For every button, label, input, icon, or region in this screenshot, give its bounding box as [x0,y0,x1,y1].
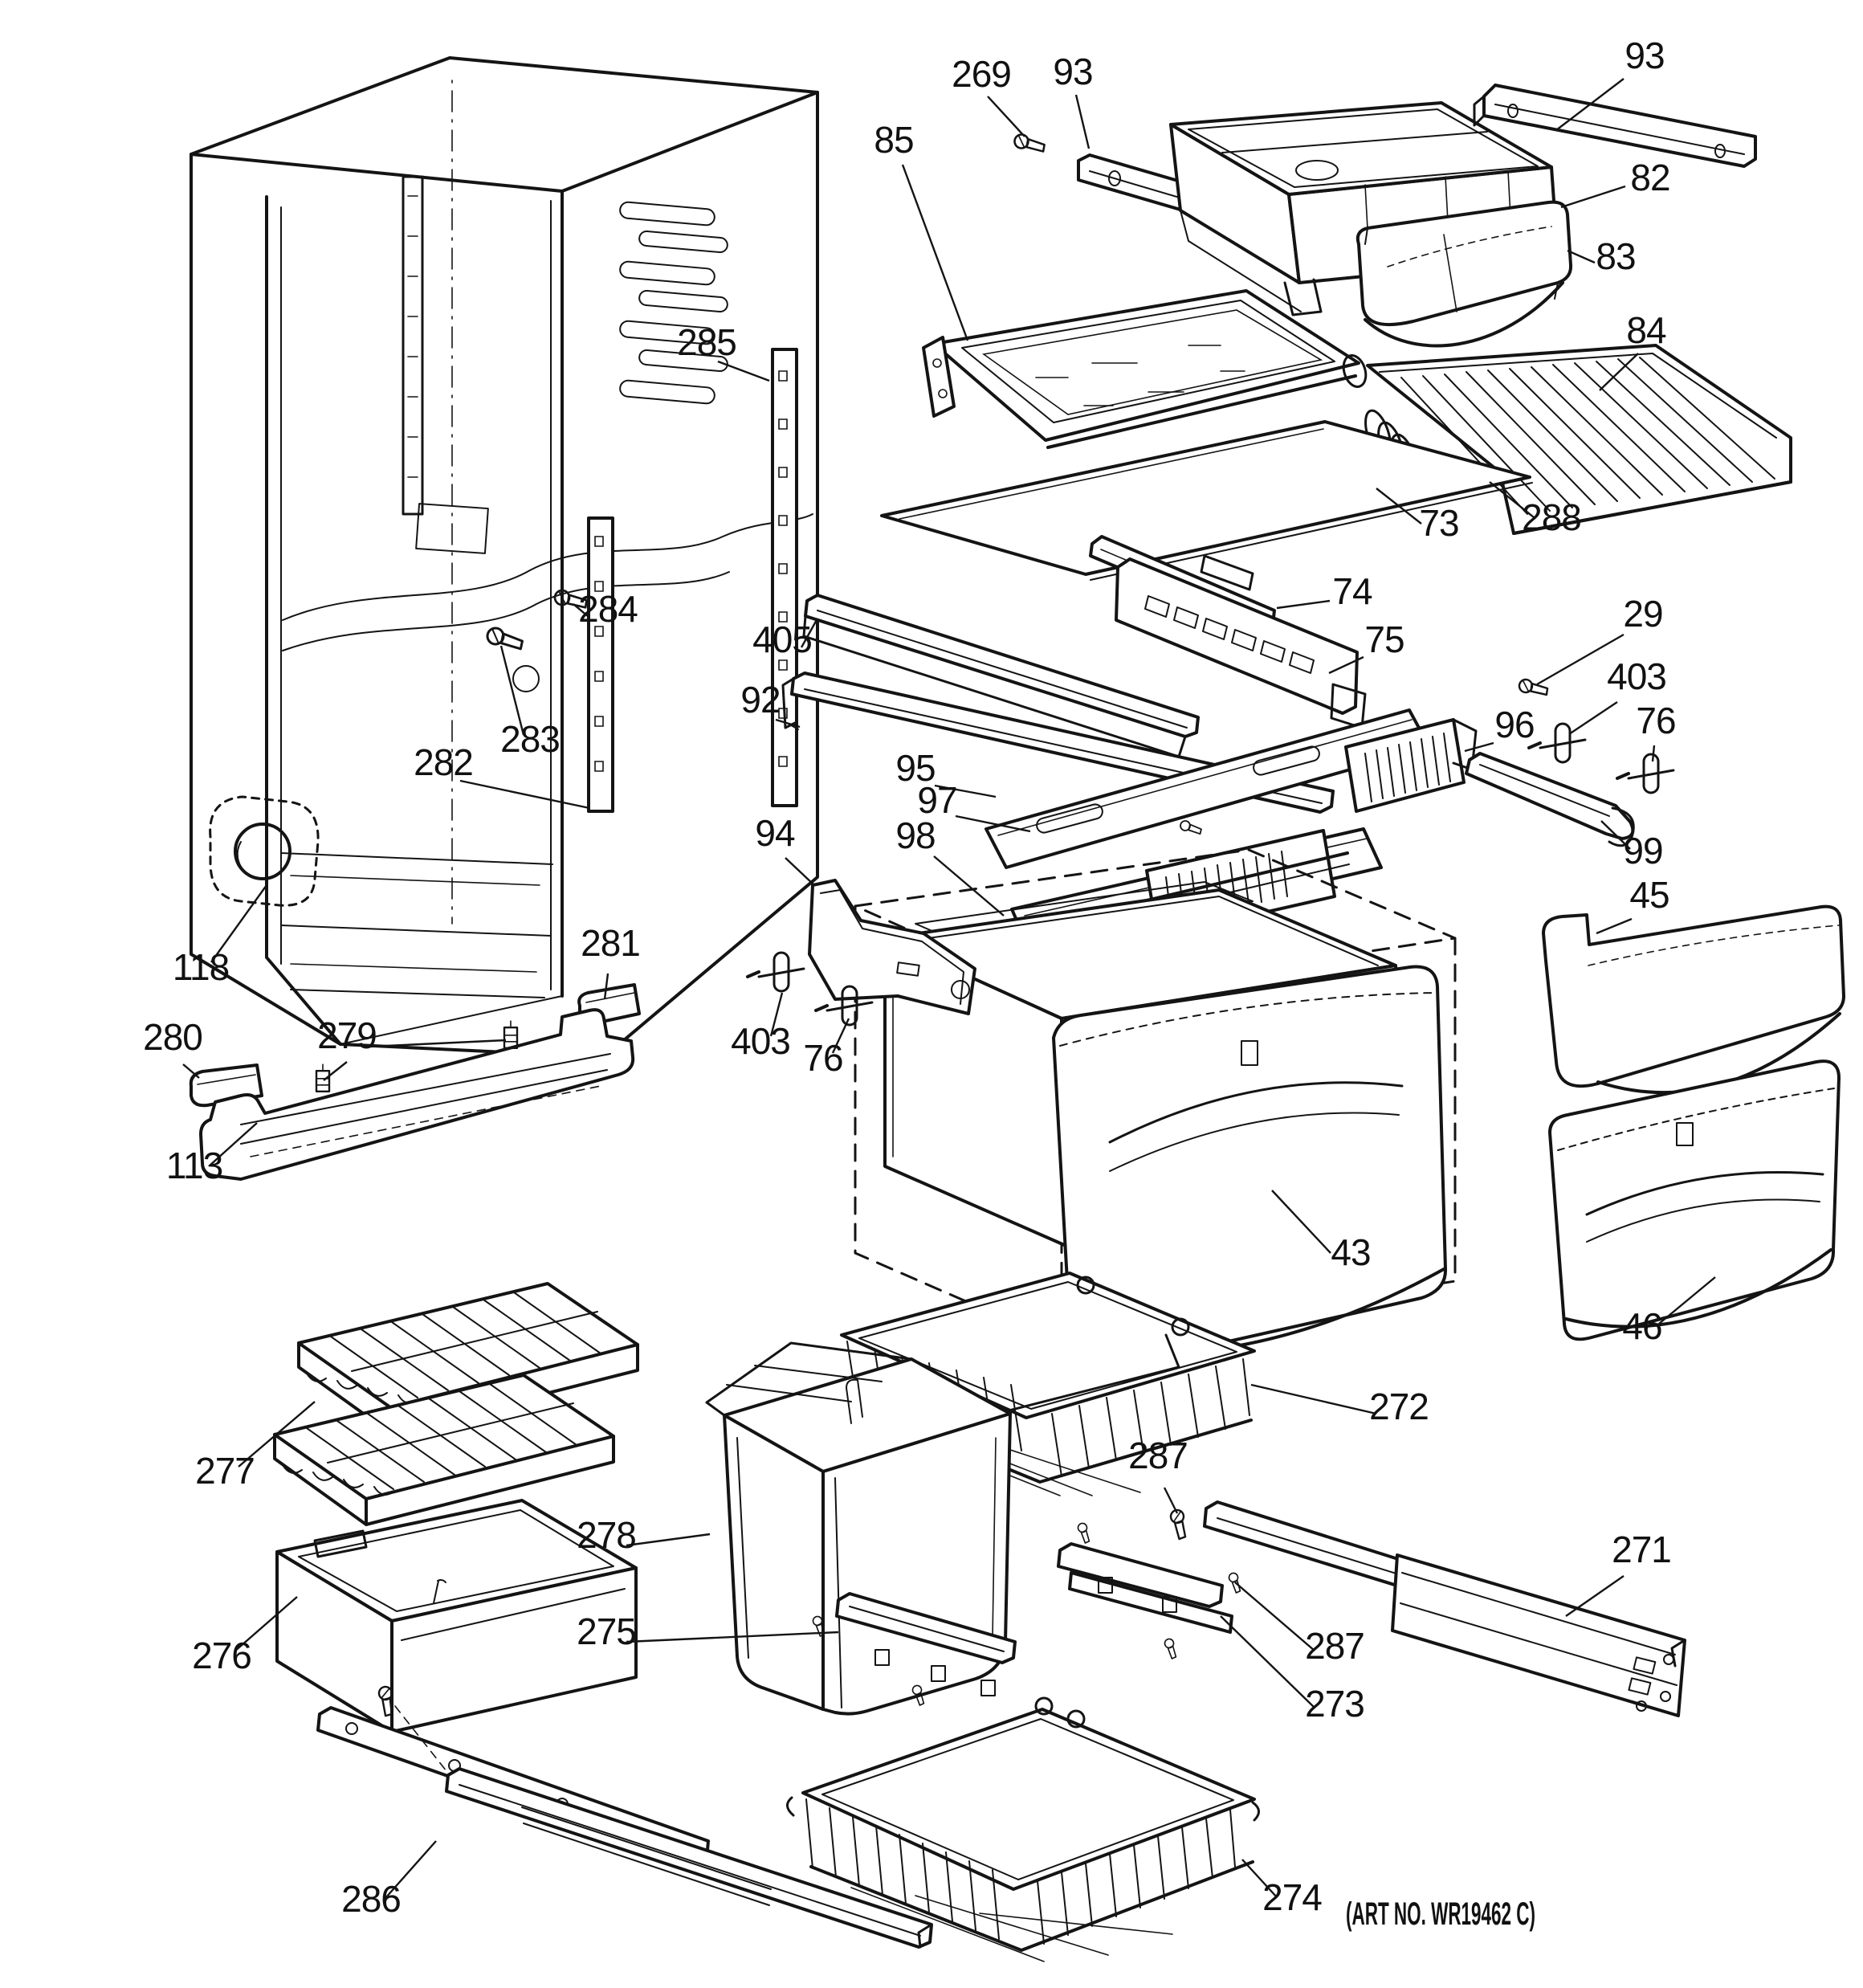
callout-83: 83 [1596,235,1636,277]
art-number-label: (ART NO. WR19462 C) [1346,1896,1535,1932]
screw-287-top [1169,1508,1191,1540]
callout-85: 85 [874,119,914,161]
callout-280: 280 [143,1016,202,1058]
callout-405: 405 [752,618,812,660]
callout-285: 285 [677,321,736,363]
callout-288: 288 [1522,496,1581,538]
callout-403-right: 403 [1607,655,1666,697]
ice-bucket-278 [707,1343,1010,1714]
callout-286: 286 [341,1878,401,1920]
callout-277: 277 [195,1450,255,1492]
pan-front-46 [1550,1061,1839,1339]
rail-99 [1466,753,1633,846]
screw-269 [1013,133,1046,152]
callout-118: 118 [172,946,230,988]
refrigerator-cabinet [191,58,817,1057]
callout-84: 84 [1626,309,1666,351]
callout-273: 273 [1305,1683,1364,1725]
drawer-front-83 [1358,202,1571,346]
callout-46: 46 [1622,1305,1662,1347]
callout-287-bottom: 287 [1305,1625,1364,1667]
callout-283: 283 [500,718,560,760]
callout-275: 275 [577,1610,636,1652]
callout-76-left: 76 [803,1037,843,1079]
callout-95: 95 [895,747,936,789]
callout-403-left: 403 [731,1020,790,1062]
callout-45: 45 [1629,874,1669,916]
callout-82: 82 [1630,157,1670,198]
callout-279: 279 [317,1014,377,1056]
callout-99: 99 [1623,830,1663,872]
callout-74: 74 [1332,570,1372,612]
callout-93-right: 93 [1625,35,1665,76]
ice-tray-277-bottom [275,1375,614,1525]
callout-287-top: 287 [1128,1435,1188,1476]
callout-73: 73 [1419,502,1459,544]
callout-96: 96 [1494,704,1535,745]
callout-284: 284 [578,588,638,630]
clip-403-left [748,953,804,991]
callout-75: 75 [1364,618,1404,660]
callout-272: 272 [1369,1386,1429,1427]
callout-97: 97 [917,779,957,821]
callout-276: 276 [192,1635,251,1676]
callout-282: 282 [414,741,473,783]
callout-98: 98 [895,814,936,856]
rail-285 [773,349,797,806]
callout-281: 281 [581,922,640,964]
callout-271: 271 [1612,1529,1671,1570]
callout-92: 92 [740,679,781,720]
callout-29: 29 [1623,593,1663,635]
rail-282 [589,518,613,811]
callout-278: 278 [577,1514,636,1556]
slide-rail-273 [1058,1522,1244,1659]
clip-76-right [1617,754,1673,793]
callout-274: 274 [1262,1876,1322,1918]
callout-93-left: 93 [1053,51,1093,92]
callout-43: 43 [1331,1231,1371,1273]
callout-94: 94 [755,812,795,854]
callout-113: 113 [165,1145,223,1186]
callout-76-right: 76 [1636,700,1676,741]
callout-269: 269 [952,53,1011,95]
